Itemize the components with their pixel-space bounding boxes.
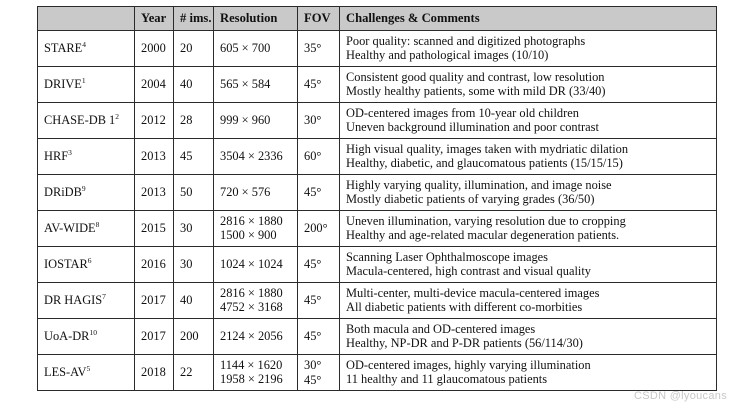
fov-line: 30° (304, 358, 322, 373)
comments-cell (340, 103, 717, 139)
comment-line: High visual quality, images taken with mydriatic dilation (346, 141, 629, 156)
fov-cell (298, 283, 340, 319)
resolution-line: 605 × 700 (220, 40, 271, 55)
comments-cell (340, 319, 717, 355)
comments-cell (340, 355, 717, 391)
resolution-cell (214, 319, 298, 355)
comments-cell (340, 211, 717, 247)
fov-line: 45° (304, 256, 322, 271)
num-images-cell: 40 (174, 283, 214, 319)
resolution-cell (214, 67, 298, 103)
resolution-line: 720 × 576 (220, 184, 271, 199)
comment-line: Macula-centered, high contrast and visual quality (346, 263, 591, 278)
comment-line: Uneven illumination, varying resolution due to cropping (346, 213, 626, 228)
comment-line: Poor quality: scanned and digitized photographs (346, 33, 586, 48)
year-cell: 2016 (135, 247, 174, 283)
comment-line: Mostly healthy patients, some with mild DR (33/40) (346, 83, 606, 98)
dataset-name-cell (38, 319, 135, 355)
table-row (38, 283, 717, 319)
fov-line: 45° (304, 328, 322, 343)
comment-line: Healthy, diabetic, and glaucomatous patients (15/15/15) (346, 155, 623, 170)
dataset-name: STARE (44, 40, 83, 55)
comment-line: OD-centered images, highly varying illumination (346, 357, 591, 372)
header-dataset (38, 7, 135, 31)
reference-number: 1 (81, 75, 86, 85)
fov-cell (298, 31, 340, 67)
table-row (38, 175, 717, 211)
resolution-cell (214, 211, 298, 247)
resolution-cell (214, 139, 298, 175)
comments-cell (340, 175, 717, 211)
year-cell: 2017 (135, 319, 174, 355)
fov-cell (298, 139, 340, 175)
header-fov: FOV (298, 7, 340, 31)
header-row (38, 7, 717, 31)
reference-number: 3 (68, 147, 72, 157)
num-images-cell: 200 (174, 319, 214, 355)
table-row (38, 355, 717, 391)
resolution-cell (214, 355, 298, 391)
fov-line: 45° (304, 76, 322, 91)
fov-line: 30° (304, 112, 322, 127)
reference-number: 7 (102, 291, 106, 301)
num-images-cell: 45 (174, 139, 214, 175)
comments-cell (340, 139, 717, 175)
dataset-name-cell (38, 139, 135, 175)
header-resolution: Resolution (214, 7, 298, 31)
fov-cell (298, 67, 340, 103)
resolution-line: 3504 × 2336 (220, 148, 283, 163)
watermark-text: CSDN @lyoucans (633, 390, 727, 402)
fov-cell (298, 319, 340, 355)
dataset-comparison-table (37, 6, 717, 391)
table-row (38, 103, 717, 139)
resolution-cell (214, 247, 298, 283)
year-cell: 2017 (135, 283, 174, 319)
resolution-line: 1500 × 900 (220, 227, 277, 242)
comment-line: Consistent good quality and contrast, low resolution (346, 69, 605, 84)
comment-line: All diabetic patients with different co-morbities (346, 299, 583, 314)
comment-line: Highly varying quality, illumination, and image noise (346, 177, 612, 192)
dataset-name-cell (38, 283, 135, 319)
comment-line: OD-centered images from 10-year old children (346, 105, 579, 120)
year-cell: 2013 (135, 139, 174, 175)
table-row (38, 211, 717, 247)
fov-line: 45° (304, 292, 322, 307)
table-row (38, 139, 717, 175)
fov-line: 60° (304, 148, 322, 163)
comment-line: Healthy and age-related macular degeneration patients. (346, 227, 620, 242)
comment-line: 11 healthy and 11 glaucomatous patients (346, 371, 548, 386)
dataset-name: UoA-DR (44, 328, 90, 343)
reference-number: 8 (95, 219, 100, 229)
comments-cell (340, 67, 717, 103)
dataset-name-cell (38, 175, 135, 211)
table-row (38, 31, 717, 67)
comment-line: Healthy, NP-DR and P-DR patients (56/114/30) (346, 335, 583, 350)
year-cell: 2018 (135, 355, 174, 391)
dataset-name: IOSTAR (44, 256, 88, 271)
resolution-line: 2124 × 2056 (220, 328, 283, 343)
resolution-cell (214, 283, 298, 319)
fov-cell (298, 355, 340, 391)
reference-number: 2 (115, 111, 120, 121)
year-cell: 2013 (135, 175, 174, 211)
comment-line: Mostly diabetic patients of varying grades (36/50) (346, 191, 595, 206)
fov-line: 35° (304, 40, 322, 55)
num-images-cell: 50 (174, 175, 214, 211)
fov-cell (298, 103, 340, 139)
num-images-cell: 30 (174, 211, 214, 247)
reference-number: 10 (89, 327, 97, 337)
year-cell: 2015 (135, 211, 174, 247)
comment-line: Scanning Laser Ophthalmoscope images (346, 249, 548, 264)
dataset-name: LES-AV (44, 364, 87, 379)
comment-line: Both macula and OD-centered images (346, 321, 536, 336)
num-images-cell: 20 (174, 31, 214, 67)
header-comments: Challenges & Comments (340, 7, 717, 31)
resolution-line: 1024 × 1024 (220, 256, 283, 271)
reference-number: 4 (82, 39, 86, 49)
fov-line: 45° (304, 184, 322, 199)
dataset-name: DR HAGIS (44, 292, 103, 307)
comment-line: Healthy and pathological images (10/10) (346, 47, 549, 62)
resolution-line: 1144 × 1620 (220, 357, 283, 372)
dataset-name: CHASE-DB 1 (44, 112, 116, 127)
comments-cell (340, 31, 717, 67)
resolution-line: 999 × 960 (220, 112, 271, 127)
reference-number: 5 (86, 363, 91, 373)
dataset-name-cell (38, 67, 135, 103)
reference-number: 9 (81, 183, 86, 193)
resolution-cell (214, 103, 298, 139)
table-body (38, 31, 717, 391)
dataset-name: DRIVE (44, 76, 82, 91)
dataset-name-cell (38, 247, 135, 283)
comment-line: Multi-center, multi-device macula-centered images (346, 285, 600, 300)
reference-number: 6 (87, 255, 92, 265)
resolution-cell (214, 31, 298, 67)
year-cell: 2000 (135, 31, 174, 67)
table-row (38, 247, 717, 283)
header-year: Year (135, 7, 174, 31)
comments-cell (340, 247, 717, 283)
resolution-line: 565 × 584 (220, 76, 271, 91)
table-row (38, 67, 717, 103)
dataset-name: DRiDB (44, 184, 82, 199)
header-num-images: # ims. (174, 7, 214, 31)
resolution-cell (214, 175, 298, 211)
table-row (38, 319, 717, 355)
year-cell: 2004 (135, 67, 174, 103)
resolution-line: 2816 × 1880 (220, 285, 283, 300)
dataset-name-cell (38, 211, 135, 247)
comment-line: Uneven background illumination and poor contrast (346, 119, 599, 134)
comments-cell (340, 283, 717, 319)
year-cell: 2012 (135, 103, 174, 139)
fov-cell (298, 211, 340, 247)
dataset-name-cell (38, 31, 135, 67)
resolution-line: 4752 × 3168 (220, 299, 283, 314)
resolution-line: 2816 × 1880 (220, 213, 283, 228)
dataset-name-cell (38, 103, 135, 139)
fov-line: 200° (304, 220, 328, 235)
dataset-name: HRF (44, 148, 69, 163)
num-images-cell: 28 (174, 103, 214, 139)
num-images-cell: 30 (174, 247, 214, 283)
num-images-cell: 22 (174, 355, 214, 391)
resolution-line: 1958 × 2196 (220, 371, 283, 386)
num-images-cell: 40 (174, 67, 214, 103)
dataset-name: AV-WIDE (44, 220, 96, 235)
fov-cell (298, 247, 340, 283)
dataset-name-cell (38, 355, 135, 391)
fov-line: 45° (304, 372, 322, 387)
fov-cell (298, 175, 340, 211)
